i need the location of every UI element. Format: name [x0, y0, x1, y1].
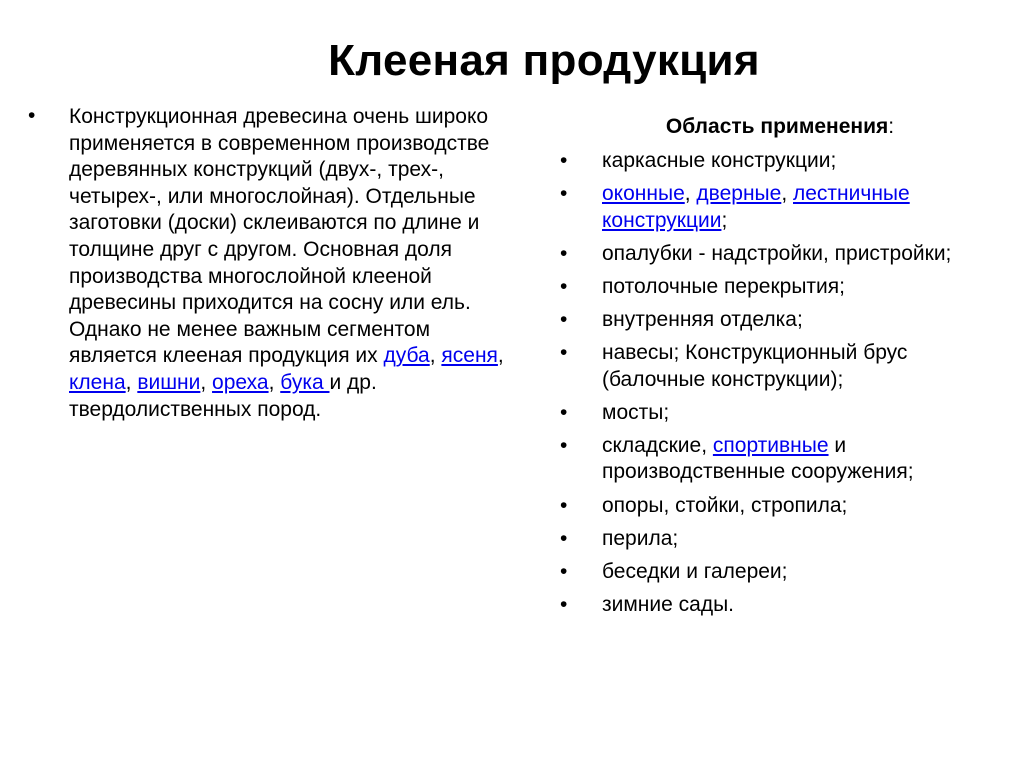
- heading-colon: :: [888, 115, 895, 138]
- bullet-marker: •: [28, 104, 36, 127]
- bullet-marker: •: [560, 493, 568, 517]
- right-column: [560, 114, 1000, 625]
- item-text: перила;: [602, 526, 679, 550]
- application-list: [560, 148, 1000, 618]
- separator: ,: [497, 344, 504, 368]
- link-door[interactable]: дверные: [696, 182, 782, 206]
- list-item: [560, 274, 1000, 301]
- link-stair-structures[interactable]: лестничные конструкции: [602, 182, 910, 232]
- slide-title: Клееная продукция: [328, 36, 760, 85]
- link-walnut[interactable]: ореха: [212, 370, 269, 394]
- list-item: [560, 592, 1000, 619]
- item-text: складские,: [602, 433, 713, 457]
- item-text: опоры, стойки, стропила;: [602, 493, 848, 517]
- list-item: [560, 433, 1000, 486]
- bullet-marker: •: [560, 559, 568, 583]
- paragraph-text-end: и др. твердолиственных пород.: [69, 370, 377, 421]
- paragraph-text: Конструкционная древесина очень широко применяется в современном производстве деревянных конструкций (двух-, трех-, четырех-, или многослойная). Отдельные заготовки (доски) склеиваются по длине и толщине друг с другом. Основная доля производства многослойной клееной древесины приходится на сосну или ель. Однако не менее важным сегментом является клееная продукция их: [69, 105, 490, 368]
- item-text: навесы; Конструкционный брус (балочные конструкции);: [602, 341, 908, 391]
- item-text: внутренняя отделка;: [602, 307, 803, 331]
- link-maple[interactable]: клена: [69, 370, 126, 394]
- list-item: [560, 241, 1000, 268]
- separator: ,: [125, 370, 138, 394]
- item-text-end: ;: [721, 208, 728, 232]
- description-paragraph: [69, 104, 506, 423]
- separator: ,: [781, 182, 793, 206]
- list-item: [560, 526, 1000, 553]
- item-text: зимние сады.: [602, 592, 734, 616]
- bullet-marker: •: [560, 341, 568, 365]
- link-ash[interactable]: ясеня: [441, 344, 498, 368]
- separator: ,: [268, 370, 281, 394]
- list-item: [560, 307, 1000, 334]
- bullet-marker: •: [560, 149, 568, 172]
- list-item: [560, 559, 1000, 586]
- separator: ,: [684, 182, 697, 206]
- separator: ,: [429, 344, 442, 368]
- item-text: опалубки - надстройки, пристройки;: [602, 241, 952, 265]
- bullet-marker: •: [560, 592, 568, 616]
- link-window[interactable]: оконные: [602, 182, 685, 206]
- item-text: мосты;: [602, 400, 670, 424]
- bullet-marker: •: [560, 182, 568, 206]
- item-text: каркасные конструкции;: [602, 149, 837, 172]
- list-item: [560, 340, 1000, 393]
- item-text: потолочные перекрытия;: [602, 274, 845, 298]
- list-item: [560, 400, 1000, 427]
- bullet-marker: •: [560, 400, 568, 424]
- bullet-marker: •: [560, 433, 568, 457]
- link-beech[interactable]: бука: [280, 370, 330, 394]
- link-oak[interactable]: дуба: [383, 344, 430, 368]
- list-item: [560, 181, 1000, 234]
- list-item: [560, 148, 1000, 175]
- link-cherry[interactable]: вишни: [137, 370, 201, 394]
- link-sports[interactable]: спортивные: [712, 433, 829, 457]
- left-column: [28, 104, 506, 423]
- application-heading: [560, 114, 1000, 140]
- bullet-marker: •: [560, 241, 568, 265]
- bullet-marker: •: [560, 307, 568, 331]
- separator: ,: [200, 370, 213, 394]
- item-text: беседки и галереи;: [602, 559, 788, 583]
- bullet-marker: •: [560, 526, 568, 550]
- list-item: [560, 493, 1000, 520]
- heading-text: Область применения: [665, 115, 889, 138]
- item-text-end: и производственные сооружения;: [602, 433, 914, 484]
- bullet-marker: •: [560, 274, 568, 298]
